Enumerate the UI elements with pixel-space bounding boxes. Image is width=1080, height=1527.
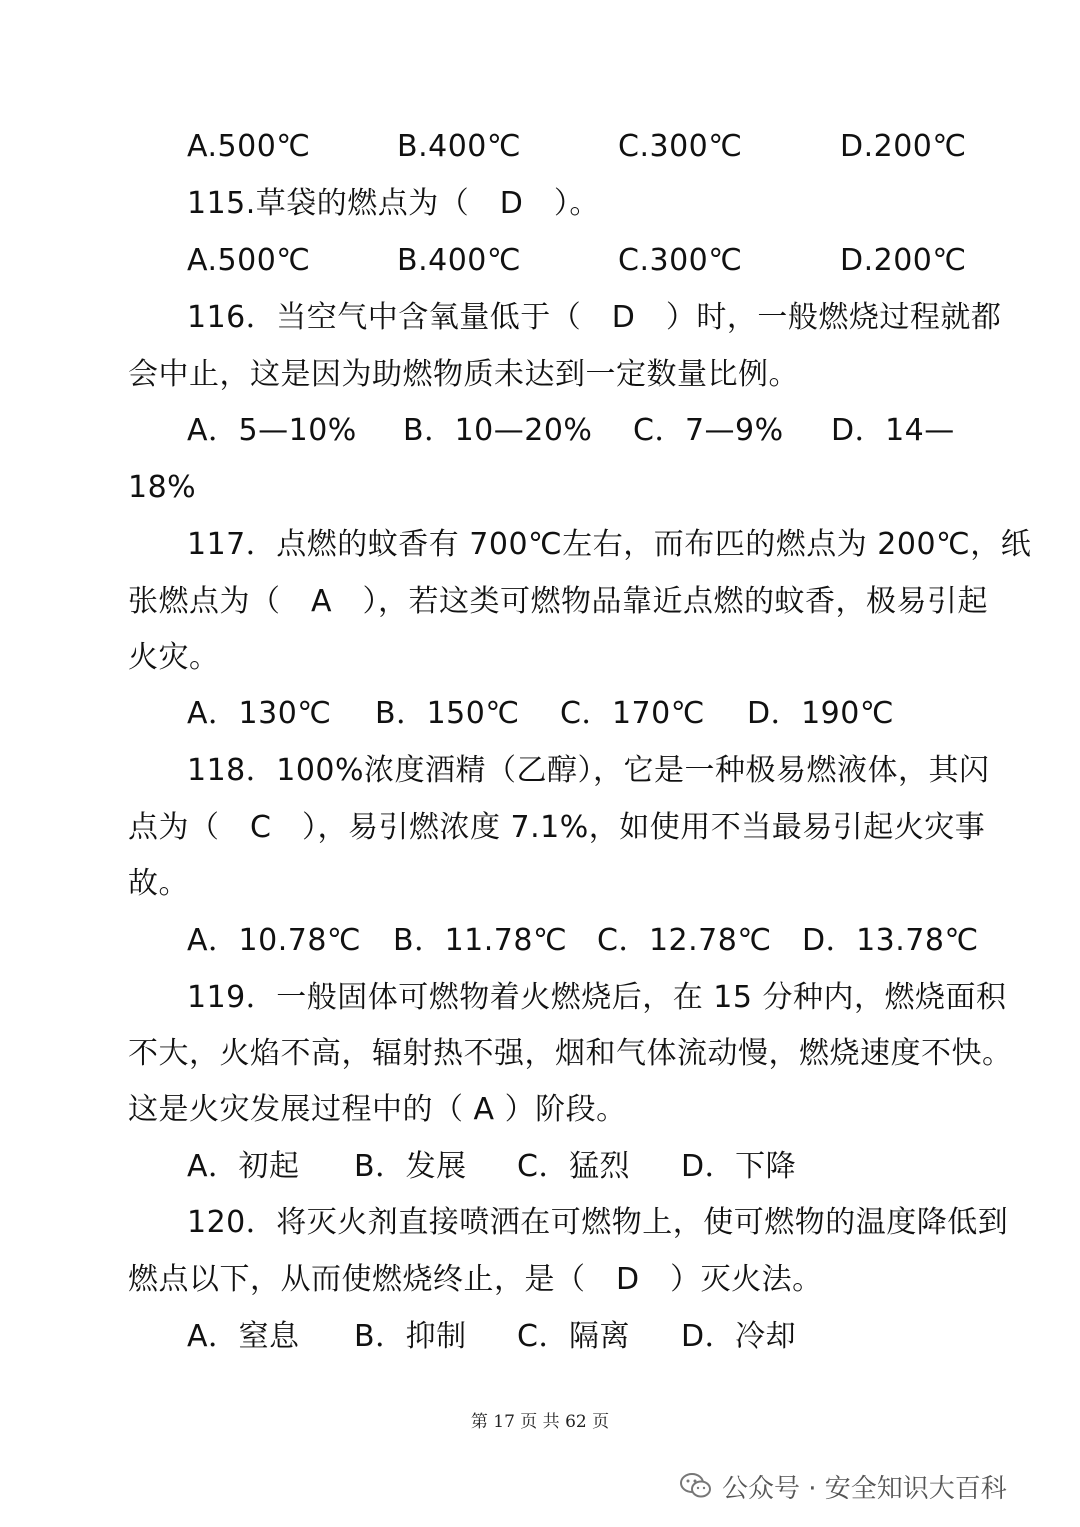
q114-options (0, 127, 1080, 167)
q117-option-c: C．170℃ (560, 696, 705, 731)
q116-line2: 会中止，这是因为助燃物质未达到一定数量比例。 (128, 357, 799, 392)
q114-option-d: D.200℃ (840, 129, 967, 164)
q120-line1: 120．将灭火剂直接喷洒在可燃物上，使可燃物的温度降低到 (187, 1205, 1009, 1240)
q117-line1: 117．点燃的蚊香有 700℃左右，而布匹的燃点为 200℃，纸 (187, 527, 1032, 562)
q118-stem-line1 (0, 751, 1080, 791)
q120-option-c: C．隔离 (517, 1319, 630, 1354)
q117-line3: 火灾。 (128, 640, 220, 675)
q118-option-b: B．11.78℃ (393, 923, 568, 958)
q116-option-d: D．14— (831, 413, 955, 448)
q118-options (0, 921, 1080, 961)
q118-line3: 故。 (128, 866, 189, 901)
q117-stem-line1 (0, 525, 1080, 565)
q114-option-a: A.500℃ (187, 129, 311, 164)
q116-stem-line1 (0, 298, 1080, 338)
q119-line2: 不大，火焰不高，辐射热不强，烟和气体流动慢，燃烧速度不快。 (128, 1036, 1013, 1071)
q119-options (0, 1147, 1080, 1187)
q117-line2: 张燃点为（ A ），若这类可燃物品靠近点燃的蚊香，极易引起 (128, 584, 989, 619)
q118-line2: 点为（ C ），易引燃浓度 7.1%，如使用不当最易引起火灾事 (128, 810, 986, 845)
q116-stem-line2 (0, 355, 1080, 395)
wechat-icon (680, 1472, 712, 1500)
q120-option-d: D．冷却 (681, 1319, 797, 1354)
q115-option-d: D.200℃ (840, 243, 967, 278)
q115-option-a: A.500℃ (187, 243, 311, 278)
watermark (680, 1466, 1007, 1506)
q117-option-a: A．130℃ (187, 696, 332, 731)
q120-options (0, 1317, 1080, 1357)
q118-line1: 118．100%浓度酒精（乙醇），它是一种极易燃液体，其闪 (187, 753, 990, 788)
q116-options-wrap (0, 468, 1080, 508)
q115-option-b: B.400℃ (397, 243, 522, 278)
q116-line1: 116．当空气中含氧量低于（ D ）时，一般燃烧过程就都 (187, 300, 1002, 335)
q119-option-c: C．猛烈 (517, 1149, 630, 1184)
q118-option-a: A．10.78℃ (187, 923, 362, 958)
q114-option-b: B.400℃ (397, 129, 522, 164)
q117-stem-line3 (0, 638, 1080, 678)
q118-option-d: D．13.78℃ (802, 923, 979, 958)
q116-option-c: C．7—9% (633, 413, 784, 448)
q119-line3: 这是火灾发展过程中的（ A ）阶段。 (128, 1092, 627, 1127)
q120-option-b: B．抑制 (354, 1319, 467, 1354)
q118-option-c: C．12.78℃ (597, 923, 772, 958)
q117-option-d: D．190℃ (747, 696, 895, 731)
q119-option-b: B．发展 (354, 1149, 467, 1184)
q116-options (0, 411, 1080, 451)
q120-line2: 燃点以下，从而使燃烧终止，是（ D ）灭火法。 (128, 1262, 823, 1297)
q117-stem-line2 (0, 582, 1080, 622)
q115-stem (0, 184, 1080, 224)
q120-option-a: A．窒息 (187, 1319, 300, 1354)
q119-stem-line1 (0, 978, 1080, 1018)
q117-options (0, 694, 1080, 734)
q119-option-d: D．下降 (681, 1149, 797, 1184)
page-number: 第 17 页 共 62 页 (470, 1412, 610, 1432)
q114-option-c: C.300℃ (618, 129, 743, 164)
q120-stem-line2 (0, 1260, 1080, 1300)
q116-option-a: A．5—10% (187, 413, 357, 448)
q116-option-b: B．10—20% (403, 413, 593, 448)
q119-stem-line3 (0, 1090, 1080, 1130)
q118-stem-line2 (0, 808, 1080, 848)
q115-options (0, 241, 1080, 281)
q119-line1: 119．一般固体可燃物着火燃烧后，在 15 分种内，燃烧面积 (187, 980, 1007, 1015)
q120-stem-line1 (0, 1203, 1080, 1243)
watermark-text: 公众号 · 安全知识大百科 (722, 1473, 1007, 1504)
q119-option-a: A．初起 (187, 1149, 300, 1184)
q118-stem-line3 (0, 864, 1080, 904)
q115-stem-text: 115.草袋的燃点为（ D ）。 (187, 186, 600, 221)
q119-stem-line2 (0, 1034, 1080, 1074)
q116-option-d-wrap: 18% (128, 470, 197, 505)
q117-option-b: B．150℃ (375, 696, 520, 731)
q115-option-c: C.300℃ (618, 243, 743, 278)
